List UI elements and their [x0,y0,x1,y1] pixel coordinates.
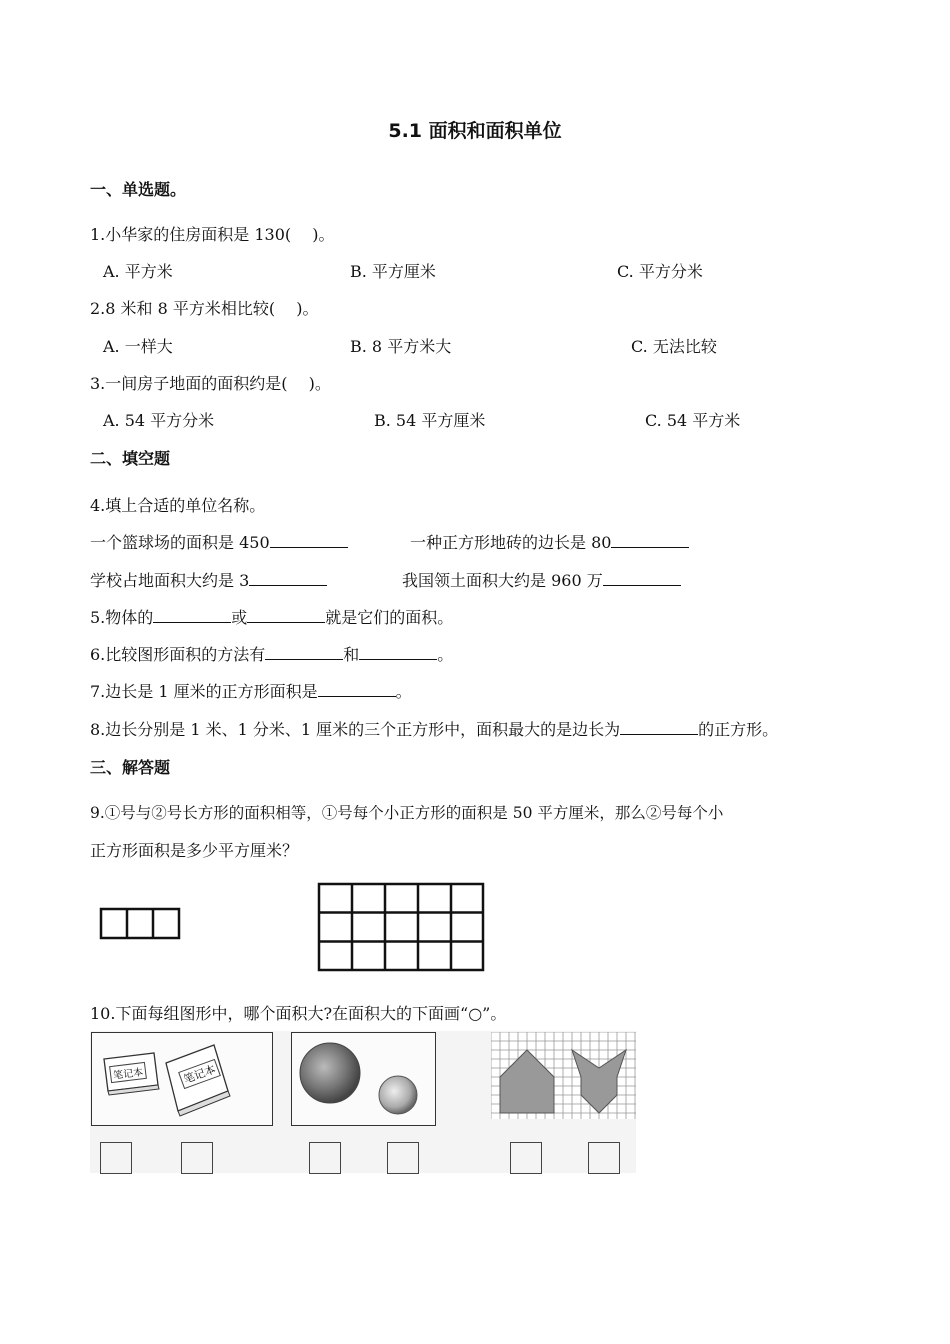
answer-box[interactable] [510,1142,542,1174]
grid-shapes-icon [491,1032,636,1119]
answer-blank[interactable] [611,533,689,548]
answer-blank[interactable] [318,682,396,697]
section-heading-single-choice: 一、单选题。 [90,180,187,199]
q4-line-2b: 我国领土面积大约是 960 万 [402,568,681,591]
question-8: 8.边长分别是 1 米、1 分米、1 厘米的三个正方形中，面积最大的是边长为 的正方形。 [90,720,779,739]
answer-blank[interactable] [270,533,348,548]
answer-box[interactable] [100,1142,132,1174]
section-heading-fill-blank: 二、填空题 [90,449,171,468]
q3-option-b[interactable]: B. 54 平方厘米 [374,411,486,430]
group-notebooks [91,1032,273,1126]
q1-option-b[interactable]: B. 平方厘米 [350,262,436,281]
q4-line-2a: 学校占地面积大约是 3 [90,568,327,591]
q2-option-b[interactable]: B. 8 平方米大 [350,337,452,356]
question-9-line-2: 正方形面积是多少平方厘米？ [90,841,299,860]
question-7: 7.边长是 1 厘米的正方形面积是 。 [90,682,412,701]
answer-box[interactable] [588,1142,620,1174]
question-4: 4.填上合适的单位名称。 [90,496,266,515]
answer-blank[interactable] [603,571,681,586]
rectangle-2-grid [317,882,487,974]
question-10: 10.下面每组图形中，哪个面积大?在面积大的下面画“○”。 [90,1004,507,1023]
q3-option-c[interactable]: C. 54 平方米 [645,411,741,430]
question-3: 3.一间房子地面的面积约是( )。 [90,374,331,393]
answer-blank[interactable] [265,645,343,660]
q1-option-a[interactable]: A. 平方米 [103,262,173,281]
question-6: 6.比较图形面积的方法有 和 。 [90,645,454,664]
question-9-line-1: 9.①号与②号长方形的面积相等，①号每个小正方形的面积是 50 平方厘米，那么②号每个小 [90,804,724,822]
q3-option-a[interactable]: A. 54 平方分米 [103,411,215,430]
page-title: 5.1 面积和面积单位 [388,120,562,142]
q4-line-1b: 一种正方形地砖的边长是 80 [410,530,689,553]
q2-option-a[interactable]: A. 一样大 [103,337,173,356]
q4-line-1a: 一个篮球场的面积是 450 [90,530,348,553]
answer-box[interactable] [309,1142,341,1174]
answer-blank[interactable] [247,608,325,623]
question-2: 2.8 米和 8 平方米相比较( )。 [90,299,319,318]
answer-blank[interactable] [620,720,698,735]
q1-option-c[interactable]: C. 平方分米 [617,262,703,281]
answer-box[interactable] [181,1142,213,1174]
coin-pair-icon [292,1033,435,1125]
question-1: 1.小华家的住房面积是 130( )。 [90,225,335,244]
answer-blank[interactable] [359,645,437,660]
section-heading-answer: 三、解答题 [90,758,171,777]
q2-option-c[interactable]: C. 无法比较 [631,337,717,356]
answer-blank[interactable] [153,608,231,623]
answer-blank[interactable] [249,571,327,586]
rectangle-1-grid [99,907,183,941]
question-5: 5.物体的 或 就是它们的面积。 [90,608,454,627]
answer-box[interactable] [387,1142,419,1174]
group-coins [291,1032,436,1126]
comparison-figures [90,1031,636,1173]
notebook-large-label: 笔记本 [178,1059,221,1089]
notebook-small-label: 笔记本 [109,1062,147,1083]
